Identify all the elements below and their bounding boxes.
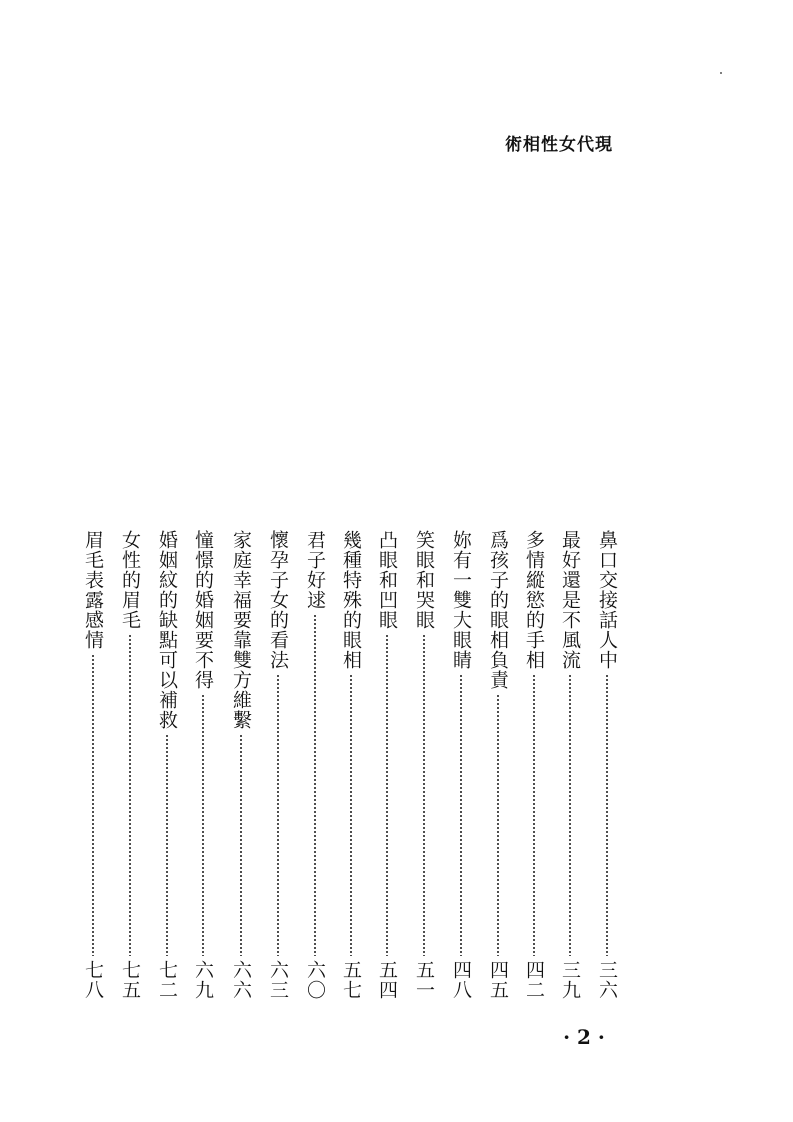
toc-entry xyxy=(117,530,143,1000)
toc-entry-page: 五四 xyxy=(376,960,398,1000)
dot-leader xyxy=(460,674,462,956)
page-number: · 2 · xyxy=(563,1025,605,1049)
dot-leader xyxy=(240,734,242,956)
toc-entry-title: 女性的眉毛 xyxy=(119,530,141,630)
toc-entry xyxy=(485,530,511,1000)
toc-entry-page: 三六 xyxy=(596,960,618,1000)
toc-entry xyxy=(448,530,474,1000)
toc-entry-title: 婚姻紋的缺點可以補救 xyxy=(156,530,178,730)
dot-leader xyxy=(202,694,204,956)
toc-entry xyxy=(338,530,364,1000)
dot-leader xyxy=(606,674,608,956)
toc-entry-title: 眉毛表露感情 xyxy=(82,530,104,650)
dot-leader xyxy=(533,674,535,956)
toc-entry-title: 憧憬的婚姻要不得 xyxy=(192,530,214,690)
dot-leader xyxy=(166,734,168,956)
toc-entry-title: 妳有一雙大眼睛 xyxy=(450,530,472,670)
scan-speck xyxy=(720,72,722,74)
dot-leader xyxy=(423,634,425,956)
toc-entry-title: 幾種特殊的眼相 xyxy=(340,530,362,670)
toc-entry-page: 七二 xyxy=(156,960,178,1000)
toc-entry-title: 鼻口交接話人中 xyxy=(596,530,618,670)
dot-leader xyxy=(497,694,499,956)
dot-leader xyxy=(92,654,94,956)
toc-entry-title: 君子好逑 xyxy=(304,530,326,610)
toc-entry-page: 六三 xyxy=(267,960,289,1000)
running-header: 術相性女代現 xyxy=(505,135,613,155)
toc-entry-title: 笑眼和哭眼 xyxy=(413,530,435,630)
toc-entry xyxy=(80,530,106,1000)
toc-entry xyxy=(557,530,583,1000)
toc-entry-page: 六〇 xyxy=(304,960,326,1000)
toc-entry-page: 三九 xyxy=(559,960,581,1000)
toc-entry-title: 多情縱慾的手相 xyxy=(523,530,545,670)
toc-entry-page: 四二 xyxy=(523,960,545,1000)
dot-leader xyxy=(569,674,571,956)
toc-entry-page: 四五 xyxy=(487,960,509,1000)
toc-entry xyxy=(411,530,437,1000)
toc-entry-page: 五一 xyxy=(413,960,435,1000)
toc-entry-title: 最好還是不風流 xyxy=(559,530,581,670)
toc-entry xyxy=(190,530,216,1000)
table-of-contents xyxy=(0,530,793,1000)
toc-entry-page: 七八 xyxy=(82,960,104,1000)
toc-entry-page: 四八 xyxy=(450,960,472,1000)
toc-entry xyxy=(521,530,547,1000)
toc-entry-page: 五七 xyxy=(340,960,362,1000)
toc-entry-page: 七五 xyxy=(119,960,141,1000)
toc-entry-title: 家庭幸福要靠雙方維繫 xyxy=(230,530,252,730)
toc-entry xyxy=(374,530,400,1000)
dot-leader xyxy=(314,614,316,956)
toc-entry xyxy=(154,530,180,1000)
toc-entry xyxy=(265,530,291,1000)
toc-entry-title: 凸眼和凹眼 xyxy=(376,530,398,630)
dot-leader xyxy=(350,674,352,956)
dot-leader xyxy=(277,674,279,956)
toc-entry-title: 爲孩子的眼相負責 xyxy=(487,530,509,690)
toc-entry-page: 六九 xyxy=(192,960,214,1000)
toc-entry-page: 六六 xyxy=(230,960,252,1000)
toc-entry xyxy=(594,530,620,1000)
dot-leader xyxy=(386,634,388,956)
toc-entry-title: 懷孕子女的看法 xyxy=(267,530,289,670)
toc-entry xyxy=(228,530,254,1000)
dot-leader xyxy=(129,634,131,956)
toc-entry xyxy=(302,530,328,1000)
